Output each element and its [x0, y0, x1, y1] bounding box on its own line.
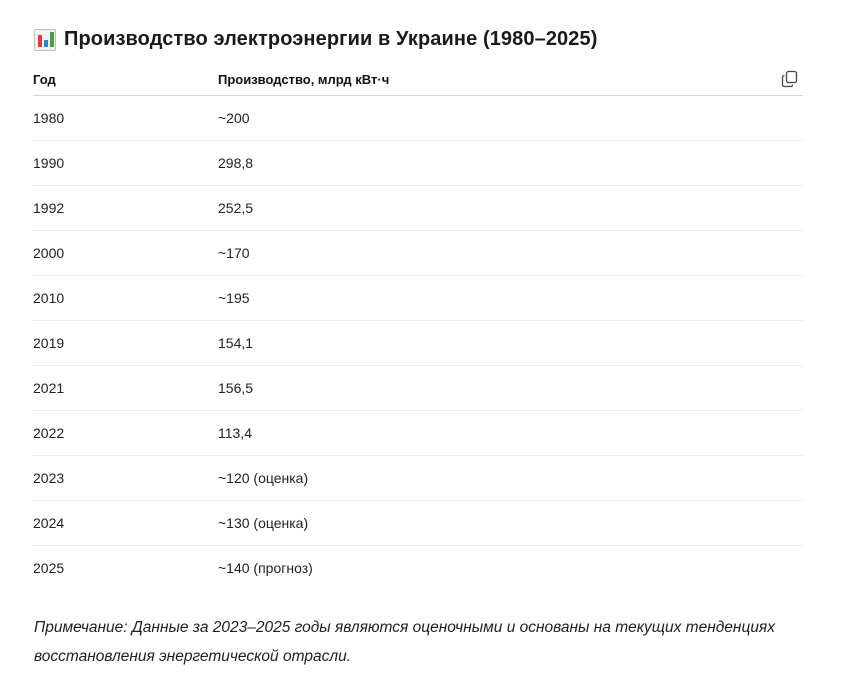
table-row: [33, 321, 803, 366]
data-table: [33, 63, 803, 590]
table-body: [33, 96, 803, 590]
bar-chart-icon: [34, 29, 56, 51]
cell-year: 2022: [33, 425, 65, 441]
cell-production: 298,8: [218, 155, 254, 171]
cell-production: ~195: [218, 290, 250, 306]
table-row: [33, 546, 803, 590]
cell-production: ~120 (оценка): [218, 470, 309, 486]
table-row: [33, 231, 803, 276]
table-row: [33, 501, 803, 546]
cell-year: 2024: [33, 515, 65, 531]
cell-year: 1990: [33, 155, 65, 171]
cell-production: ~200: [218, 110, 250, 126]
cell-year: 2010: [33, 290, 65, 306]
page-title-row: [34, 28, 597, 51]
cell-production: 156,5: [218, 380, 254, 396]
cell-production: ~130 (оценка): [218, 515, 309, 531]
cell-year: 1992: [33, 200, 65, 216]
table-header: [33, 63, 803, 96]
table-row: [33, 186, 803, 231]
header-production: Производство, млрд кВт·ч: [218, 71, 390, 87]
cell-year: 2025: [33, 560, 65, 576]
table-row: [33, 96, 803, 141]
cell-production: ~140 (прогноз): [218, 560, 313, 576]
cell-production: 154,1: [218, 335, 254, 351]
cell-production: ~170: [218, 245, 250, 261]
cell-year: 2000: [33, 245, 65, 261]
table-row: [33, 366, 803, 411]
cell-production: 113,4: [218, 425, 252, 441]
cell-year: 2019: [33, 335, 65, 351]
table-row: [33, 411, 803, 456]
header-year: Год: [33, 71, 56, 87]
cell-production: 252,5: [218, 200, 254, 216]
copy-icon[interactable]: [781, 70, 799, 88]
table-row: [33, 276, 803, 321]
cell-year: 1980: [33, 110, 65, 126]
table-row: [33, 456, 803, 501]
footnote: Примечание: Данные за 2023–2025 годы являются оценочными и основаны на текущих тенденциях восстановления энергетической отрасли.: [34, 619, 775, 665]
page-title: Производство электроэнергии в Украине (1980–2025): [64, 28, 598, 50]
cell-year: 2023: [33, 470, 65, 486]
cell-year: 2021: [33, 380, 65, 396]
table-row: [33, 141, 803, 186]
